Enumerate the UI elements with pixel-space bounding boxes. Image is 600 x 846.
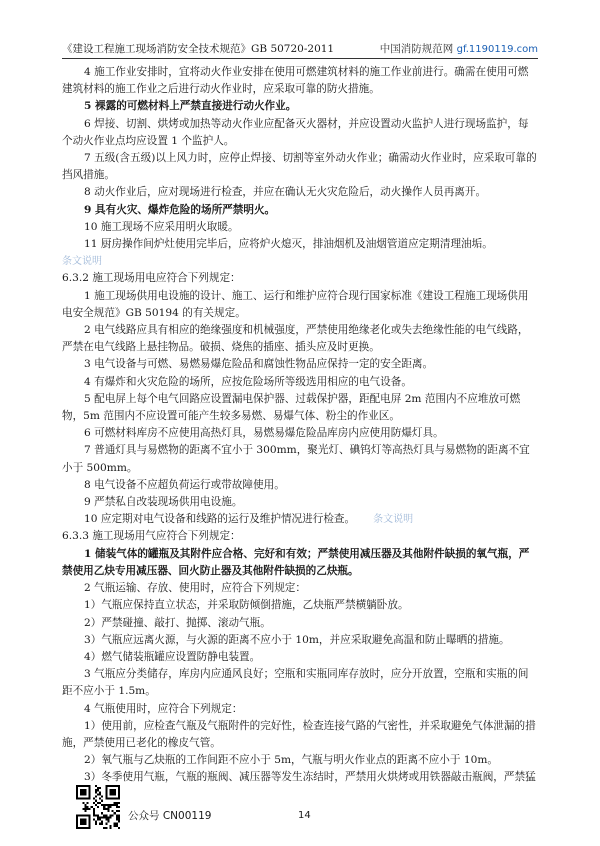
paragraph-text: 4 气瓶使用时，应符合下列规定： xyxy=(84,702,243,715)
paragraph xyxy=(62,511,538,528)
paragraph-text: 1）气瓶应保持直立状态，并采取防倾倒措施，乙炔瓶严禁横躺卧放。 xyxy=(84,599,409,612)
paragraph xyxy=(62,580,538,597)
paragraph-text: 3）冬季使用气瓶，气瓶的瓶阀、减压器等发生冻结时，严禁用火烘烤或用铁器敲击瓶阀，严禁猛 xyxy=(84,771,536,784)
paragraph-text: 10 施工现场不应采用明火取暖。 xyxy=(84,220,239,233)
paragraph xyxy=(62,597,538,614)
paragraph xyxy=(62,219,538,236)
page-header xyxy=(62,38,538,59)
paragraph-text: 7 普通灯具与易燃物的距离不宜小于 300mm，聚光灯、碘钨灯等高热灯具与易燃物的距离不宜小于 500mm。 xyxy=(62,444,530,474)
paragraph xyxy=(62,202,538,219)
paragraph xyxy=(62,528,538,545)
paragraph-text: 6 可燃材料库房不应使用高热灯具，易燃易爆危险品库房内应使用防爆灯具。 xyxy=(84,427,444,440)
paragraph-text: 5 裸露的可燃材料上严禁直接进行动火作业。 xyxy=(84,100,297,113)
paragraph-text: 2）严禁碰撞、敲打、抛掷、滚动气瓶。 xyxy=(84,616,271,629)
paragraph-text: 1 施工现场供用电设施的设计、施工、运行和维护应符合现行国家标准《建设工程施工现场供用电安全规范》GB 50194 的有关规定。 xyxy=(62,289,529,319)
paragraph-text: 10 应定期对电气设备和线路的运行及维护情况进行检查。 xyxy=(84,513,356,526)
paragraph xyxy=(62,98,538,115)
paragraph xyxy=(62,494,538,511)
page-footer xyxy=(62,785,538,835)
clause-explanation-link[interactable] xyxy=(62,253,538,270)
paragraph xyxy=(62,442,538,476)
paragraph xyxy=(62,374,538,391)
paragraph-text: 2 电气线路应具有相应的绝缘强度和机械强度，严禁使用绝缘老化或失去绝缘性能的电气线路，严禁在电气线路上悬挂物品。破损、烧焦的插座、插头应及时更换。 xyxy=(62,324,529,354)
paragraph-text: 11 厨房操作间炉灶使用完毕后，应将炉火熄灭，排油烟机及油烟管道应定期清理油垢。 xyxy=(84,238,493,251)
qr-code-icon xyxy=(76,785,120,829)
paragraph xyxy=(62,752,538,769)
header-source xyxy=(380,41,538,56)
paragraph xyxy=(62,769,538,786)
paragraph-text: 6.3.3 施工现场用气应符合下列规定： xyxy=(62,530,241,543)
paragraph xyxy=(62,718,538,752)
paragraph-text: 2 气瓶运输、存放、使用时，应符合下列规定： xyxy=(84,582,306,595)
paragraph xyxy=(62,356,538,373)
document-body xyxy=(62,64,538,787)
document-title: 《建设工程施工现场消防安全技术规范》GB 50720-2011 xyxy=(62,43,335,55)
paragraph xyxy=(62,184,538,201)
paragraph-text: 1）使用前，应检查气瓶及气瓶附件的完好性，检查连接气路的气密性，并采取避免气体泄漏的措施，严禁使用已老化的橡皮气管。 xyxy=(62,719,536,749)
paragraph xyxy=(62,701,538,718)
paragraph-text: 4 有爆炸和火灾危险的场所，应按危险场所等级选用相应的电气设备。 xyxy=(84,375,412,388)
paragraph xyxy=(62,632,538,649)
paragraph xyxy=(62,425,538,442)
paragraph-text: 6.3.2 施工现场用电应符合下列规定： xyxy=(62,272,241,285)
paragraph xyxy=(62,391,538,425)
source-org: 中国消防规范网 xyxy=(379,43,454,55)
paragraph xyxy=(62,270,538,287)
paragraph xyxy=(62,666,538,700)
paragraph xyxy=(62,322,538,356)
paragraph-text: 9 具有火灾、爆炸危险的场所严禁明火。 xyxy=(84,203,276,216)
paragraph-text: 1 储装气体的罐瓶及其附件应合格、完好和有效；严禁使用减压器及其他附件缺损的氧气瓶，严禁使用乙炔专用减压器、回火防止器及其他附件缺损的乙炔瓶。 xyxy=(62,547,530,577)
paragraph xyxy=(62,546,538,580)
paragraph xyxy=(62,64,538,98)
paragraph xyxy=(62,150,538,184)
paragraph-text: 4）燃气储装瓶罐应设置防静电装置。 xyxy=(84,650,261,663)
source-site-link[interactable]: gf.1190119.com xyxy=(456,44,538,55)
page-number: 14 xyxy=(298,810,311,821)
paragraph-text: 2）氧气瓶与乙炔瓶的工作间距不应小于 5m，气瓶与明火作业点的距离不应小于 10m。 xyxy=(84,754,498,767)
paragraph-text: 3 气瓶应分类储存，库房内应通风良好；空瓶和实瓶同库存放时，应分开放置，空瓶和实瓶的间距不应小于 1.5m。 xyxy=(62,668,529,698)
paragraph xyxy=(62,288,538,322)
wechat-account: 公众号 CN00119 xyxy=(128,810,212,822)
paragraph-text: 4 施工作业安排时，宜将动火作业安排在使用可燃建筑材料的施工作业前进行。确需在使用可燃建筑材料的施工作业之后进行动火作业时，应采取可靠的防火措施。 xyxy=(62,66,529,96)
paragraph xyxy=(62,649,538,666)
paragraph-text: 8 电气设备不应超负荷运行或带故障使用。 xyxy=(84,478,285,491)
paragraph-text[interactable]: 条文说明 xyxy=(62,256,102,268)
paragraph-text: 9 严禁私自改装现场供用电设施。 xyxy=(84,496,243,509)
paragraph-text: 7 五级(含五级)以上风力时，应停止焊接、切割等室外动火作业；确需动火作业时，应采取可靠的挡风措施。 xyxy=(62,152,537,182)
paragraph-text: 6 焊接、切割、烘烤或加热等动火作业应配备灭火器材，并应设置动火监护人进行现场监护，每个动火作业点均应设置 1 个监护人。 xyxy=(62,117,529,147)
paragraph xyxy=(62,477,538,494)
paragraph xyxy=(62,116,538,150)
paragraph xyxy=(62,236,538,253)
paragraph-text: 5 配电屏上每个电气回路应设置漏电保护器、过载保护器，距配电屏 2m 范围内不应堆放可燃物，5m 范围内不应设置可能产生较多易燃、易爆气体、粉尘的作业区。 xyxy=(62,392,521,423)
paragraph-text: 3）气瓶应远离火源，与火源的距离不应小于 10m，并应采取避免高温和防止曝晒的措施。 xyxy=(84,633,510,646)
paragraph xyxy=(62,615,538,632)
clause-explanation-link[interactable]: 条文说明 xyxy=(373,514,414,526)
paragraph-text: 3 电气设备与可燃、易燃易爆危险品和腐蚀性物品应保持一定的安全距离。 xyxy=(84,358,434,371)
paragraph-text: 8 动火作业后，应对现场进行检查，并应在确认无火灾危险后，动火操作人员再离开。 xyxy=(84,186,487,199)
